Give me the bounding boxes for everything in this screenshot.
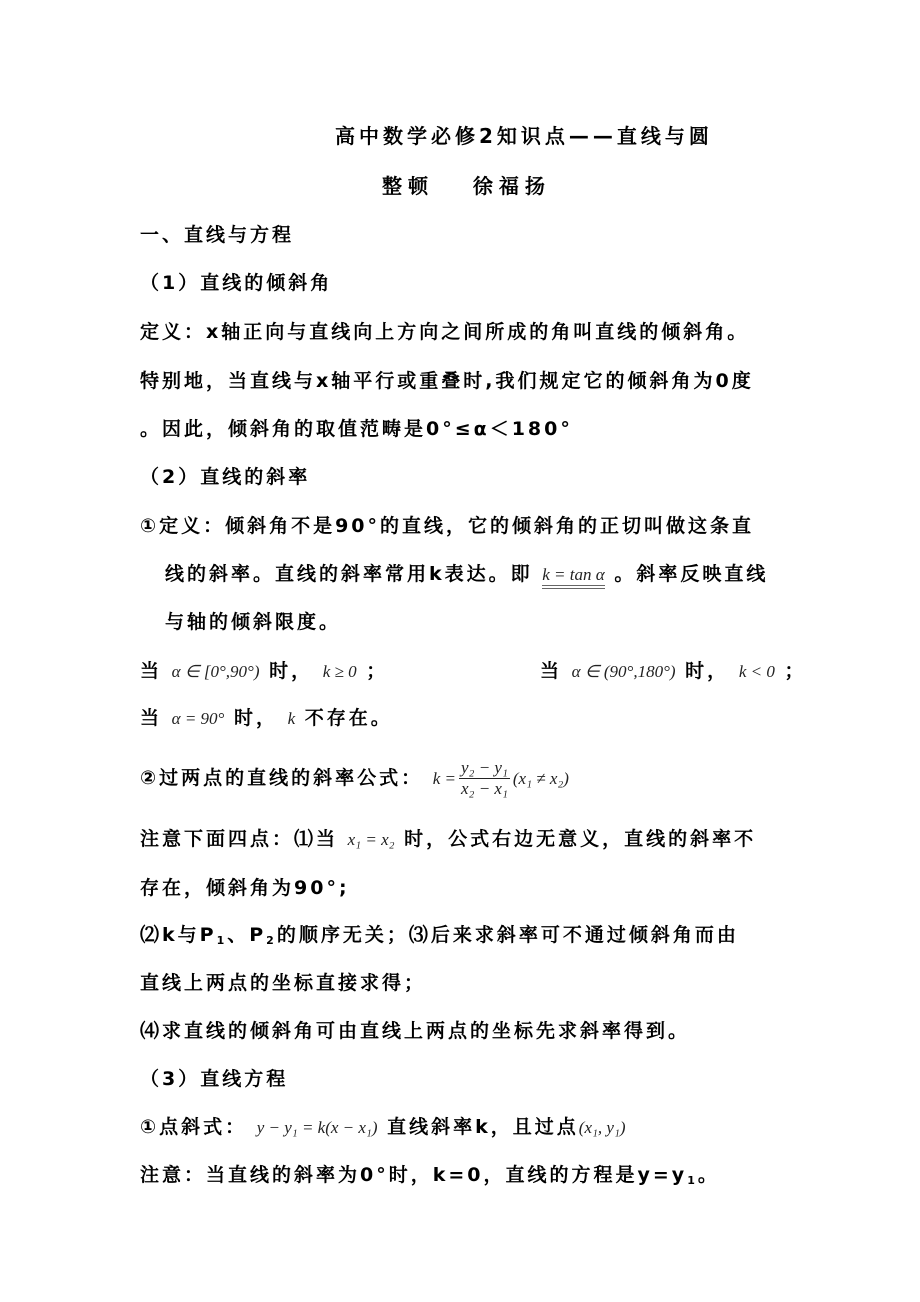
special-case-line-1: 特别地，当直线与x轴平行或重叠时,我们规定它的倾斜角为0度 (140, 370, 754, 392)
case-obtuse: 当 α ∈ (90°,180°) 时， k < 0 ； (540, 660, 807, 682)
inclination-definition: 定义：x轴正向与直线向上方向之间所成的角叫直线的倾斜角。 (140, 321, 750, 343)
slope-fraction: $\frac{\text{y₂ − y₁}}{\text{x₂ − x₁}}$ (461, 758, 508, 798)
subsection-heading-1: （1）直线的倾斜角 (140, 272, 333, 294)
special-case-line-2: 。因此，倾斜角的取值范畴是0°≤α＜180° (140, 418, 573, 440)
case-acute: 当 α ∈ [0°,90°) 时， k ≥ 0 ； (140, 660, 389, 682)
notes-line-4: 直线上两点的坐标直接求得； (140, 972, 427, 994)
point-slope-form: ①点斜式： y − y₁ = k(x − x₁) 直线斜率k，且过点(x₁, y₁) (140, 1116, 626, 1138)
slope-definition-line-1: ①定义：倾斜角不是90°的直线，它的倾斜角的正切叫做这条直 (140, 515, 755, 537)
notes-line-5: ⑷求直线的倾斜角可由直线上两点的坐标先求斜率得到。 (140, 1020, 691, 1042)
two-point-formula: ②过两点的直线的斜率公式： k = $\frac{\text{y₂ − y₁}}{\text{x₂ − x₁}}$ (x₁ ≠ x₂) (140, 758, 569, 798)
case-right-angle: 当 α = 90° 时， k 不存在。 (140, 707, 393, 729)
slope-definition-text-a: 线的斜率。直线的斜率常用k表达。即 (165, 563, 533, 585)
slope-definition-line-3: 与轴的倾斜限度。 (165, 611, 342, 633)
notes-line-2: 存在，倾斜角为90°; (140, 877, 350, 899)
slope-definition-line-2 (165, 562, 768, 587)
slope-definition-text-b: 。斜率反映直线 (614, 563, 769, 585)
tan-formula: k = tan α (542, 565, 604, 589)
notes-line-1: 注意下面四点：⑴当 x₁ = x₂ 时，公式右边无意义，直线的斜率不 (140, 828, 757, 850)
document-author: 整顿 徐福扬 (382, 174, 551, 198)
section-heading-1: 一、直线与方程 (140, 224, 295, 246)
point-slope-note: 注意：当直线的斜率为0°时，k=0，直线的方程是$y=y_1$。 (140, 1164, 720, 1187)
subsection-heading-2: （2）直线的斜率 (140, 466, 311, 488)
notes-line-3: ⑵k与$P_1$、$P_2$的顺序无关；⑶后来求斜率可不通过倾斜角而由 (140, 924, 739, 947)
subsection-heading-3: （3）直线方程 (140, 1068, 289, 1090)
document-title: 高中数学必修2知识点——直线与圆 (335, 124, 713, 148)
